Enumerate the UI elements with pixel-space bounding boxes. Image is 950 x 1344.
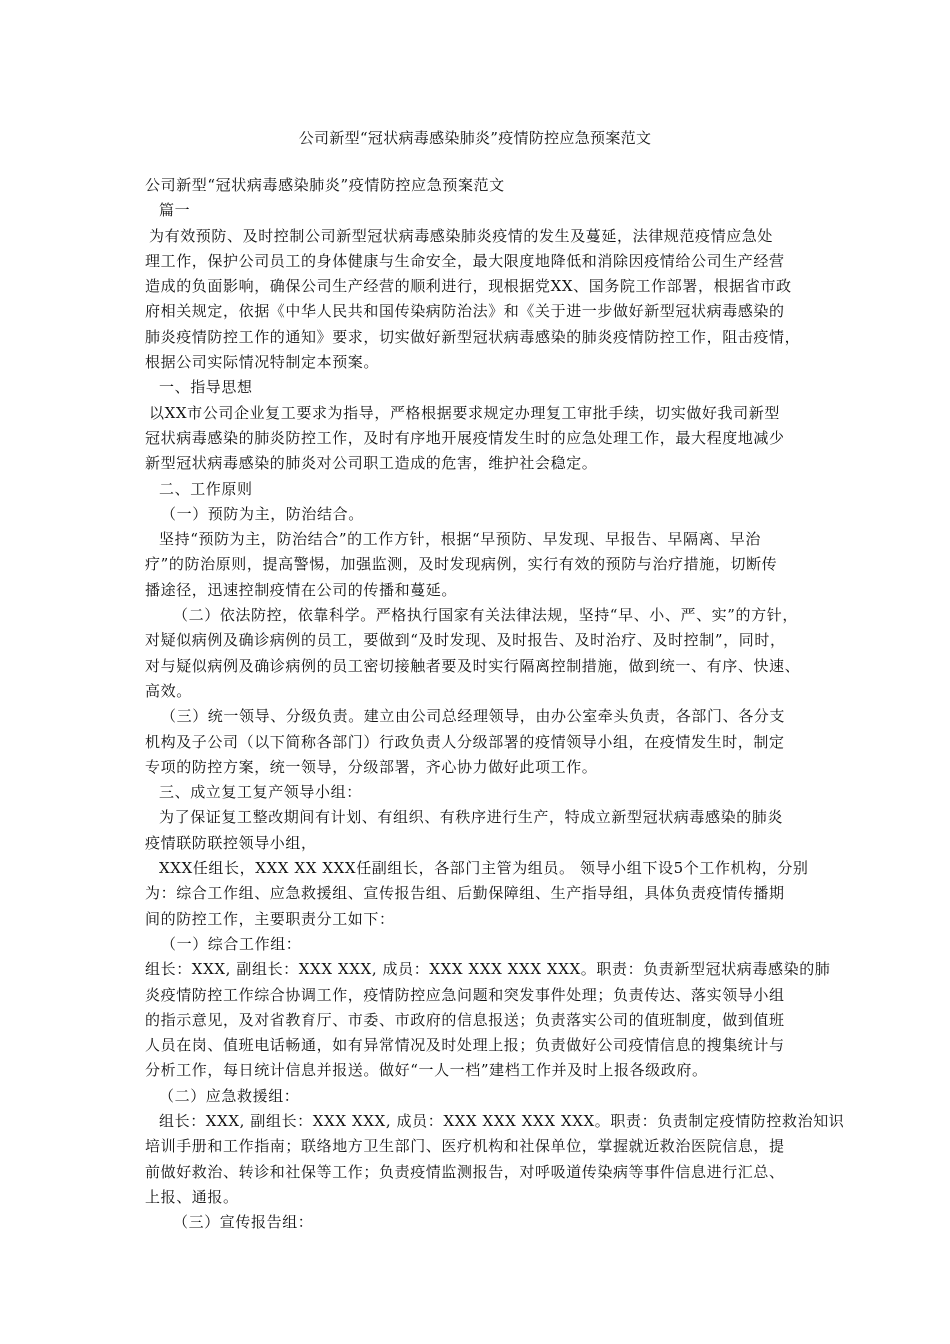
paragraph-line: XXX任组长，XXX XX XXX任副组长，各部门主管为组员。 领导小组下设5个工作机构，分别 [159, 859, 809, 878]
paragraph-line: （二）依法防控，依靠科学。严格执行国家有关法律法规，坚持“早、小、严、实”的方针， [173, 606, 798, 625]
paragraph-line: 为有效预防、及时控制公司新型冠状病毒感染肺炎疫情的发生及蔓延，法律规范疫情应急处 [149, 226, 774, 245]
paragraph-line: 分析工作，每日统计信息并报送。做好“一人一档”建档工作并及时上报各级政府。 [145, 1061, 708, 1080]
paragraph-line: 对与疑似病例及确诊病例的员工密切接触者要及时实行隔离控制措施，做到统一、有序、快速、 [145, 656, 801, 675]
paragraph-line: 前做好救治、转诊和社保等工作；负责疫情监测报告，对呼吸道传染病等事件信息进行汇总、 [145, 1162, 785, 1181]
paragraph-line: 为了保证复工整改期间有计划、有组织、有秩序进行生产，特成立新型冠状病毒感染的肺炎 [159, 808, 784, 827]
paragraph-line: 以XX市公司企业复工要求为指导，严格根据要求规定办理复工审批手续，切实做好我司新型 [149, 403, 780, 422]
subsection-heading: （二）应急救援组： [159, 1086, 300, 1105]
paragraph-line: 府相关规定，依据《中华人民共和国传染病防治法》和《关于进一步做好新型冠状病毒感染的 [145, 302, 785, 321]
paragraph-line: 根据公司实际情况特制定本预案。 [145, 353, 380, 372]
section-heading: 一、指导思想 [159, 378, 253, 397]
paragraph-line: 造成的负面影响，确保公司生产经营的顺利进行，现根据党XX、国务院工作部署，根据省市政 [145, 277, 792, 296]
paragraph-line: 肺炎疫情防控工作的通知》要求，切实做好新型冠状病毒感染的肺炎疫情防控工作，阻击疫情， [145, 327, 801, 346]
paragraph-line: 人员在岗、值班电话畅通，如有异常情况及时处理上报；负责做好公司疫情信息的搜集统计与 [145, 1036, 785, 1055]
section-heading: 二、工作原则 [159, 479, 253, 498]
paragraph-line: 播途径，迅速控制疫情在公司的传播和蔓延。 [145, 580, 458, 599]
paragraph-line: 对疑似病例及确诊病例的员工，要做到“及时发现、及时报告、及时治疗、及时控制”，同时， [145, 631, 786, 650]
paragraph-line: 机构及子公司（以下简称各部门）行政负责人分级部署的疫情领导小组，在疫情发生时，制定 [145, 732, 785, 751]
paragraph-line: （三）统一领导、分级负责。建立由公司总经理领导，由办公室牵头负责，各部门、各分支 [161, 707, 786, 726]
section-heading: 三、成立复工复产领导小组： [159, 783, 362, 802]
paragraph-line: 上报、通报。 [145, 1187, 239, 1206]
paragraph-line: 为：综合工作组、应急救援组、宣传报告组、后勤保障组、生产指导组，具体负责疫情传播期 [145, 884, 785, 903]
subsection-heading: （一）综合工作组： [161, 934, 302, 953]
paragraph-line: 高效。 [145, 681, 192, 700]
paragraph-line: 培训手册和工作指南；联络地方卫生部门、医疗机构和社保单位，掌握就近救治医院信息，提 [145, 1137, 785, 1156]
subsection-heading: （三）宣传报告组： [173, 1213, 314, 1232]
paragraph-line: 组长：XXX, 副组长：XXX XXX, 成员：XXX XXX XXX XXX。职责：负责新型冠状病毒感染的肺 [145, 960, 831, 979]
paragraph-line: 炎疫情防控工作综合协调工作，疫情防控应急问题和突发事件处理；负责传达、落实领导小组 [145, 985, 785, 1004]
paragraph-line: 组长：XXX, 副组长：XXX XXX, 成员：XXX XXX XXX XXX。职责：负责制定疫情防控救治知识 [159, 1111, 845, 1130]
paragraph-line: 间的防控工作，主要职责分工如下： [145, 909, 395, 928]
paragraph-line: 专项的防控方案，统一领导，分级部署，齐心协力做好此项工作。 [145, 757, 598, 776]
paragraph-line: 疫情联防联控领导小组， [145, 833, 317, 852]
paragraph-line: 新型冠状病毒感染的肺炎对公司职工造成的危害，维护社会稳定。 [145, 454, 598, 473]
subsection-heading: （一）预防为主，防治结合。 [161, 504, 364, 523]
paragraph-line: 坚持“预防为主，防治结合”的工作方针，根据“早预防、早发现、早报告、早隔离、早治 [159, 530, 762, 549]
paragraph-line: 疗”的防治原则，提高警惕，加强监测，及时发现病例，实行有效的预防与治疗措施，切断传 [145, 555, 778, 574]
paragraph-line: 理工作，保护公司员工的身体健康与生命安全，最大限度地降低和消除因疫情给公司生产经营 [145, 251, 785, 270]
document-title: 公司新型“冠状病毒感染肺炎”疫情防控应急预案范文 [298, 129, 652, 147]
body-heading: 公司新型“冠状病毒感染肺炎”疫情防控应急预案范文 [145, 176, 505, 194]
section-label: 篇一 [159, 201, 191, 220]
paragraph-line: 冠状病毒感染的肺炎防控工作，及时有序地开展疫情发生时的应急处理工作，最大程度地减少 [145, 428, 785, 447]
document-body [145, 173, 845, 1235]
paragraph-line: 的指示意见，及对省教育厅、市委、市政府的信息报送；负责落实公司的值班制度，做到值班 [145, 1010, 785, 1029]
